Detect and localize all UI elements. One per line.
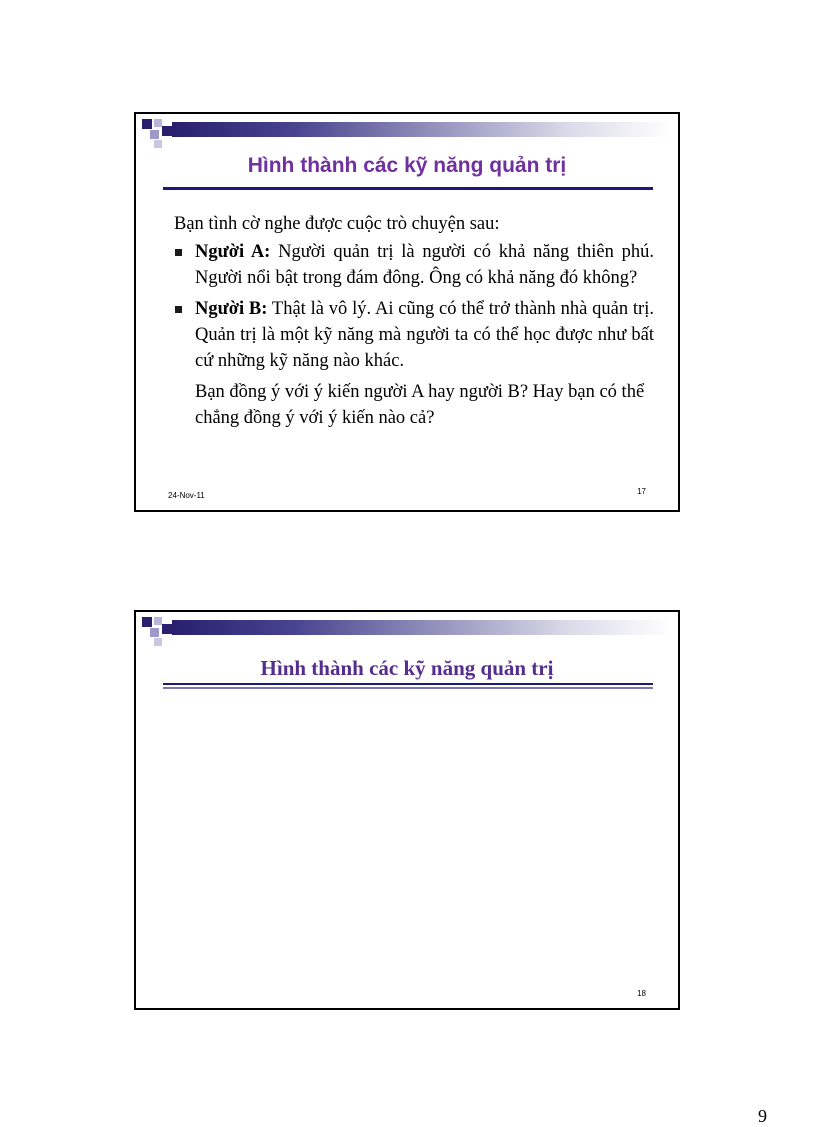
deco-square bbox=[154, 617, 162, 625]
title-underline bbox=[163, 187, 653, 190]
page-number: 9 bbox=[758, 1106, 767, 1126]
slide-body bbox=[174, 211, 654, 431]
slide-number: 18 bbox=[637, 989, 646, 998]
bullet-text: Thật là vô lý. Ai cũng có thể trở thành nhà quản trị. Quản trị là một kỹ năng mà người ta có thể học được như bất cứ những kỹ năng nào khác. bbox=[195, 299, 654, 371]
deco-square bbox=[154, 638, 162, 646]
slide-decoration bbox=[136, 114, 682, 154]
square-bullet-icon bbox=[175, 249, 182, 256]
title-banner-gradient bbox=[172, 620, 672, 635]
slide-17 bbox=[134, 112, 680, 512]
deco-square bbox=[150, 628, 159, 637]
bullet-item-b bbox=[174, 296, 654, 374]
speaker-label: Người B: bbox=[195, 299, 268, 319]
slide-decoration bbox=[136, 612, 682, 652]
slide-title: Hình thành các kỹ năng quản trị bbox=[247, 154, 567, 177]
slide-date: 24-Nov-11 bbox=[168, 491, 205, 500]
title-banner-gradient bbox=[172, 122, 672, 137]
deco-square bbox=[142, 617, 152, 627]
deco-square bbox=[154, 140, 162, 148]
deco-square bbox=[142, 119, 152, 129]
deco-square bbox=[154, 119, 162, 127]
deco-square bbox=[162, 126, 172, 136]
square-bullet-icon bbox=[175, 306, 182, 313]
bullet-text: Người quản trị là người có khả năng thiên phú. Người nổi bật trong đám đông. Ông có khả năng đó không? bbox=[195, 242, 654, 288]
bullet-item-a bbox=[174, 239, 654, 291]
title-underline bbox=[163, 683, 653, 685]
slide-number: 17 bbox=[637, 487, 646, 496]
deco-square bbox=[150, 130, 159, 139]
title-underline-secondary bbox=[163, 687, 653, 689]
question-text: Bạn đồng ý với ý kiến người A hay người B? Hay bạn có thể chẳng đồng ý với ý kiến nào cả? bbox=[195, 382, 645, 428]
slide-18 bbox=[134, 610, 680, 1010]
speaker-label: Người A: bbox=[195, 242, 271, 262]
slide-title: Hình thành các kỹ năng quản trị bbox=[260, 656, 554, 680]
intro-text: Bạn tình cờ nghe được cuộc trò chuyện sau: bbox=[174, 214, 500, 234]
deco-square bbox=[162, 624, 172, 634]
